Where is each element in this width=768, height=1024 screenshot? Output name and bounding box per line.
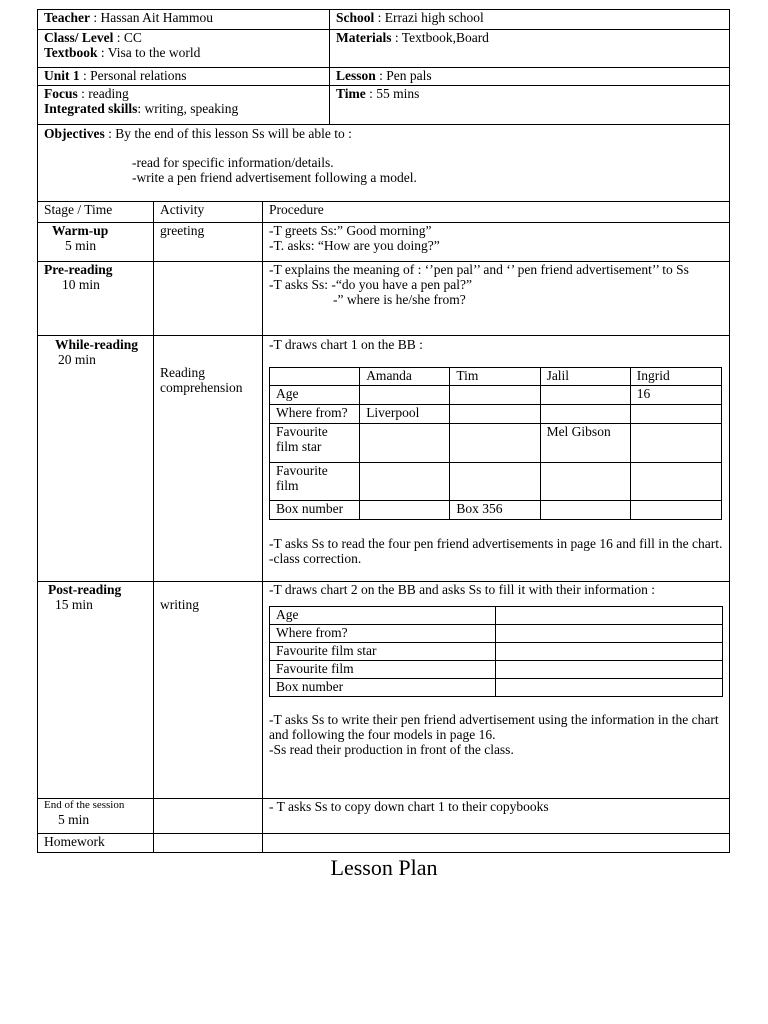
activity-cell: [154, 336, 263, 582]
activity-cell: [154, 582, 263, 799]
stage-column-header: Stage / Time: [38, 202, 154, 223]
procedure-line: -Ss read their production in front of the class.: [269, 742, 514, 757]
unit-label: Unit 1: [44, 68, 80, 83]
time-cell: [330, 86, 730, 125]
procedure-cell: [263, 223, 730, 262]
chart-1-cell: [630, 405, 721, 424]
chart-1-cell: [630, 424, 721, 463]
procedure-line: -T. asks: “How are you doing?”: [269, 238, 440, 253]
chart-1-cell: Where from?: [270, 405, 360, 424]
chart-1-cell: [450, 386, 540, 405]
procedure-cell: [263, 262, 730, 336]
activity-text: Reading comprehension: [160, 365, 243, 395]
textbook-value: : Visa to the world: [97, 45, 201, 60]
chart-1-row: [270, 463, 722, 501]
chart-1-cell: [450, 405, 540, 424]
chart-1-cell: [450, 463, 540, 501]
textbook-label: Textbook: [44, 45, 98, 60]
chart-2-label: Where from?: [270, 625, 496, 643]
lesson-value: : Pen pals: [375, 68, 432, 83]
chart-1-cell: [630, 501, 721, 520]
time-value: : 55 mins: [365, 86, 420, 101]
activity-column-header: Activity: [154, 202, 263, 223]
procedure-line: -T asks Ss: -“do you have a pen pal?”: [269, 277, 472, 292]
chart-2-row: [270, 625, 723, 643]
chart-1-cell: [360, 424, 450, 463]
procedure-cell: [263, 582, 730, 799]
chart-2-label: Favourite film star: [270, 643, 496, 661]
chart-1-cell: Amanda: [360, 368, 450, 386]
procedure-line: -” where is he/she from?: [333, 292, 466, 307]
chart-2-blank-cell: [496, 607, 723, 625]
chart-1-row: [270, 405, 722, 424]
activity-cell: [154, 262, 263, 336]
stage-cell: [38, 262, 154, 336]
page-caption: Lesson Plan: [330, 855, 438, 880]
stage-time: 5 min: [58, 812, 90, 827]
stage-cell: [38, 582, 154, 799]
activity-text: writing: [160, 597, 199, 612]
chart-1-row: [270, 424, 722, 463]
stage-row-warmup: [38, 223, 730, 262]
skills-label: Integrated skills: [44, 101, 138, 116]
procedure-line: -T explains the meaning of : ‘’pen pal’’ and ‘’ pen friend advertisement’’ to Ss: [269, 262, 689, 277]
stage-row-end: [38, 799, 730, 834]
stage-cell: [38, 336, 154, 582]
time-label: Time: [336, 86, 366, 101]
chart-2-row: [270, 661, 723, 679]
chart-1-cell: [540, 386, 630, 405]
stage-name: Warm-up: [52, 223, 109, 238]
chart-1-cell: Tim: [450, 368, 540, 386]
chart-1-cell: [540, 405, 630, 424]
teacher-cell: [38, 10, 330, 30]
lesson-plan-table: [37, 9, 730, 853]
chart-1-cell: [360, 386, 450, 405]
teacher-label: Teacher: [44, 10, 90, 25]
chart-2-row: [270, 643, 723, 661]
procedure-line: -T asks Ss to read the four pen friend advertisements in page 16 and fill in the chart.: [269, 536, 723, 551]
procedure-column-header: Procedure: [263, 202, 730, 223]
chart-1-cell: Liverpool: [360, 405, 450, 424]
stage-time: 15 min: [55, 597, 93, 612]
activity-cell: [154, 799, 263, 834]
chart-1-cell: 16: [630, 386, 721, 405]
procedure-cell: [263, 336, 730, 582]
objective-1: -read for specific information/details.: [132, 155, 334, 170]
chart-1-cell: Ingrid: [630, 368, 721, 386]
chart-1-cell: Box 356: [450, 501, 540, 520]
school-value: : Errazi high school: [374, 10, 484, 25]
materials-label: Materials: [336, 30, 392, 45]
stage-name: While-reading: [55, 337, 139, 352]
chart-1-cell: [450, 424, 540, 463]
unit-value: : Personal relations: [79, 68, 187, 83]
chart-2-label: Box number: [270, 679, 496, 697]
activity-cell: greeting: [154, 223, 263, 262]
stage-name: Post-reading: [48, 582, 122, 597]
stage-time: 20 min: [58, 352, 96, 367]
stage-time: 10 min: [62, 277, 100, 292]
chart-1-cell: [360, 463, 450, 501]
stage-cell: [38, 799, 154, 834]
class-textbook-cell: [38, 30, 330, 68]
procedure-cell: [263, 834, 730, 853]
procedure-line: -T greets Ss:” Good morning”: [269, 223, 432, 238]
chart-2-blank-cell: [496, 625, 723, 643]
stage-row-postreading: [38, 582, 730, 799]
chart-2-blank-cell: [496, 661, 723, 679]
chart-2-row: [270, 679, 723, 697]
chart-2-label: Favourite film: [270, 661, 496, 679]
chart-2-blank-cell: [496, 643, 723, 661]
stage-name: End of the session: [44, 799, 125, 811]
focus-value: : reading: [77, 86, 129, 101]
activity-cell: [154, 834, 263, 853]
lesson-plan-page: [37, 9, 729, 853]
procedure-line: -T draws chart 2 on the BB and asks Ss to fill it with their information :: [269, 582, 655, 597]
lesson-label: Lesson: [336, 68, 376, 83]
objectives-intro: : By the end of this lesson Ss will be able to :: [104, 126, 352, 141]
chart-1-row: [270, 386, 722, 405]
chart-1-table: [269, 367, 722, 520]
chart-2-table: [269, 606, 723, 697]
stage-cell: [38, 223, 154, 262]
chart-1-cell: [270, 368, 360, 386]
stage-name: Pre-reading: [44, 262, 113, 277]
stage-row-prereading: [38, 262, 730, 336]
chart-1-cell: Box number: [270, 501, 360, 520]
lesson-cell: [330, 68, 730, 86]
materials-value: : Textbook,Board: [391, 30, 489, 45]
chart-1-cell: [360, 501, 450, 520]
school-label: School: [336, 10, 375, 25]
objectives-cell: [38, 125, 730, 202]
objective-2: -write a pen friend advertisement following a model.: [132, 170, 417, 185]
procedure-cell: - T asks Ss to copy down chart 1 to their copybooks: [263, 799, 730, 834]
stage-row-homework: [38, 834, 730, 853]
chart-1-cell: Jalil: [540, 368, 630, 386]
materials-cell: [330, 30, 730, 68]
class-value: : CC: [113, 30, 142, 45]
objectives-label: Objectives: [44, 126, 105, 141]
chart-1-cell: Favourite film: [270, 463, 360, 501]
chart-1-cell: Age: [270, 386, 360, 405]
class-label: Class/ Level: [44, 30, 114, 45]
procedure-line: -class correction.: [269, 551, 362, 566]
chart-2-blank-cell: [496, 679, 723, 697]
stage-row-whilereading: [38, 336, 730, 582]
chart-1-row: [270, 501, 722, 520]
procedure-line: -T asks Ss to write their pen friend advertisement using the information in the chart and following the four models in page 16.: [269, 712, 719, 742]
procedure-line: -T draws chart 1 on the BB :: [269, 337, 423, 352]
stage-time: 5 min: [65, 238, 97, 253]
chart-1-cell: Favourite film star: [270, 424, 360, 463]
focus-skills-cell: [38, 86, 330, 125]
chart-1-cell: [540, 463, 630, 501]
chart-1-cell: [630, 463, 721, 501]
school-cell: [330, 10, 730, 30]
unit-cell: [38, 68, 330, 86]
skills-value: : writing, speaking: [137, 101, 239, 116]
chart-1-header-row: [270, 368, 722, 386]
focus-label: Focus: [44, 86, 78, 101]
stage-name: Homework: [38, 834, 154, 853]
chart-1-cell: Mel Gibson: [540, 424, 630, 463]
teacher-value: : Hassan Ait Hammou: [90, 10, 213, 25]
chart-2-label: Age: [270, 607, 496, 625]
chart-1-cell: [540, 501, 630, 520]
chart-2-row: [270, 607, 723, 625]
